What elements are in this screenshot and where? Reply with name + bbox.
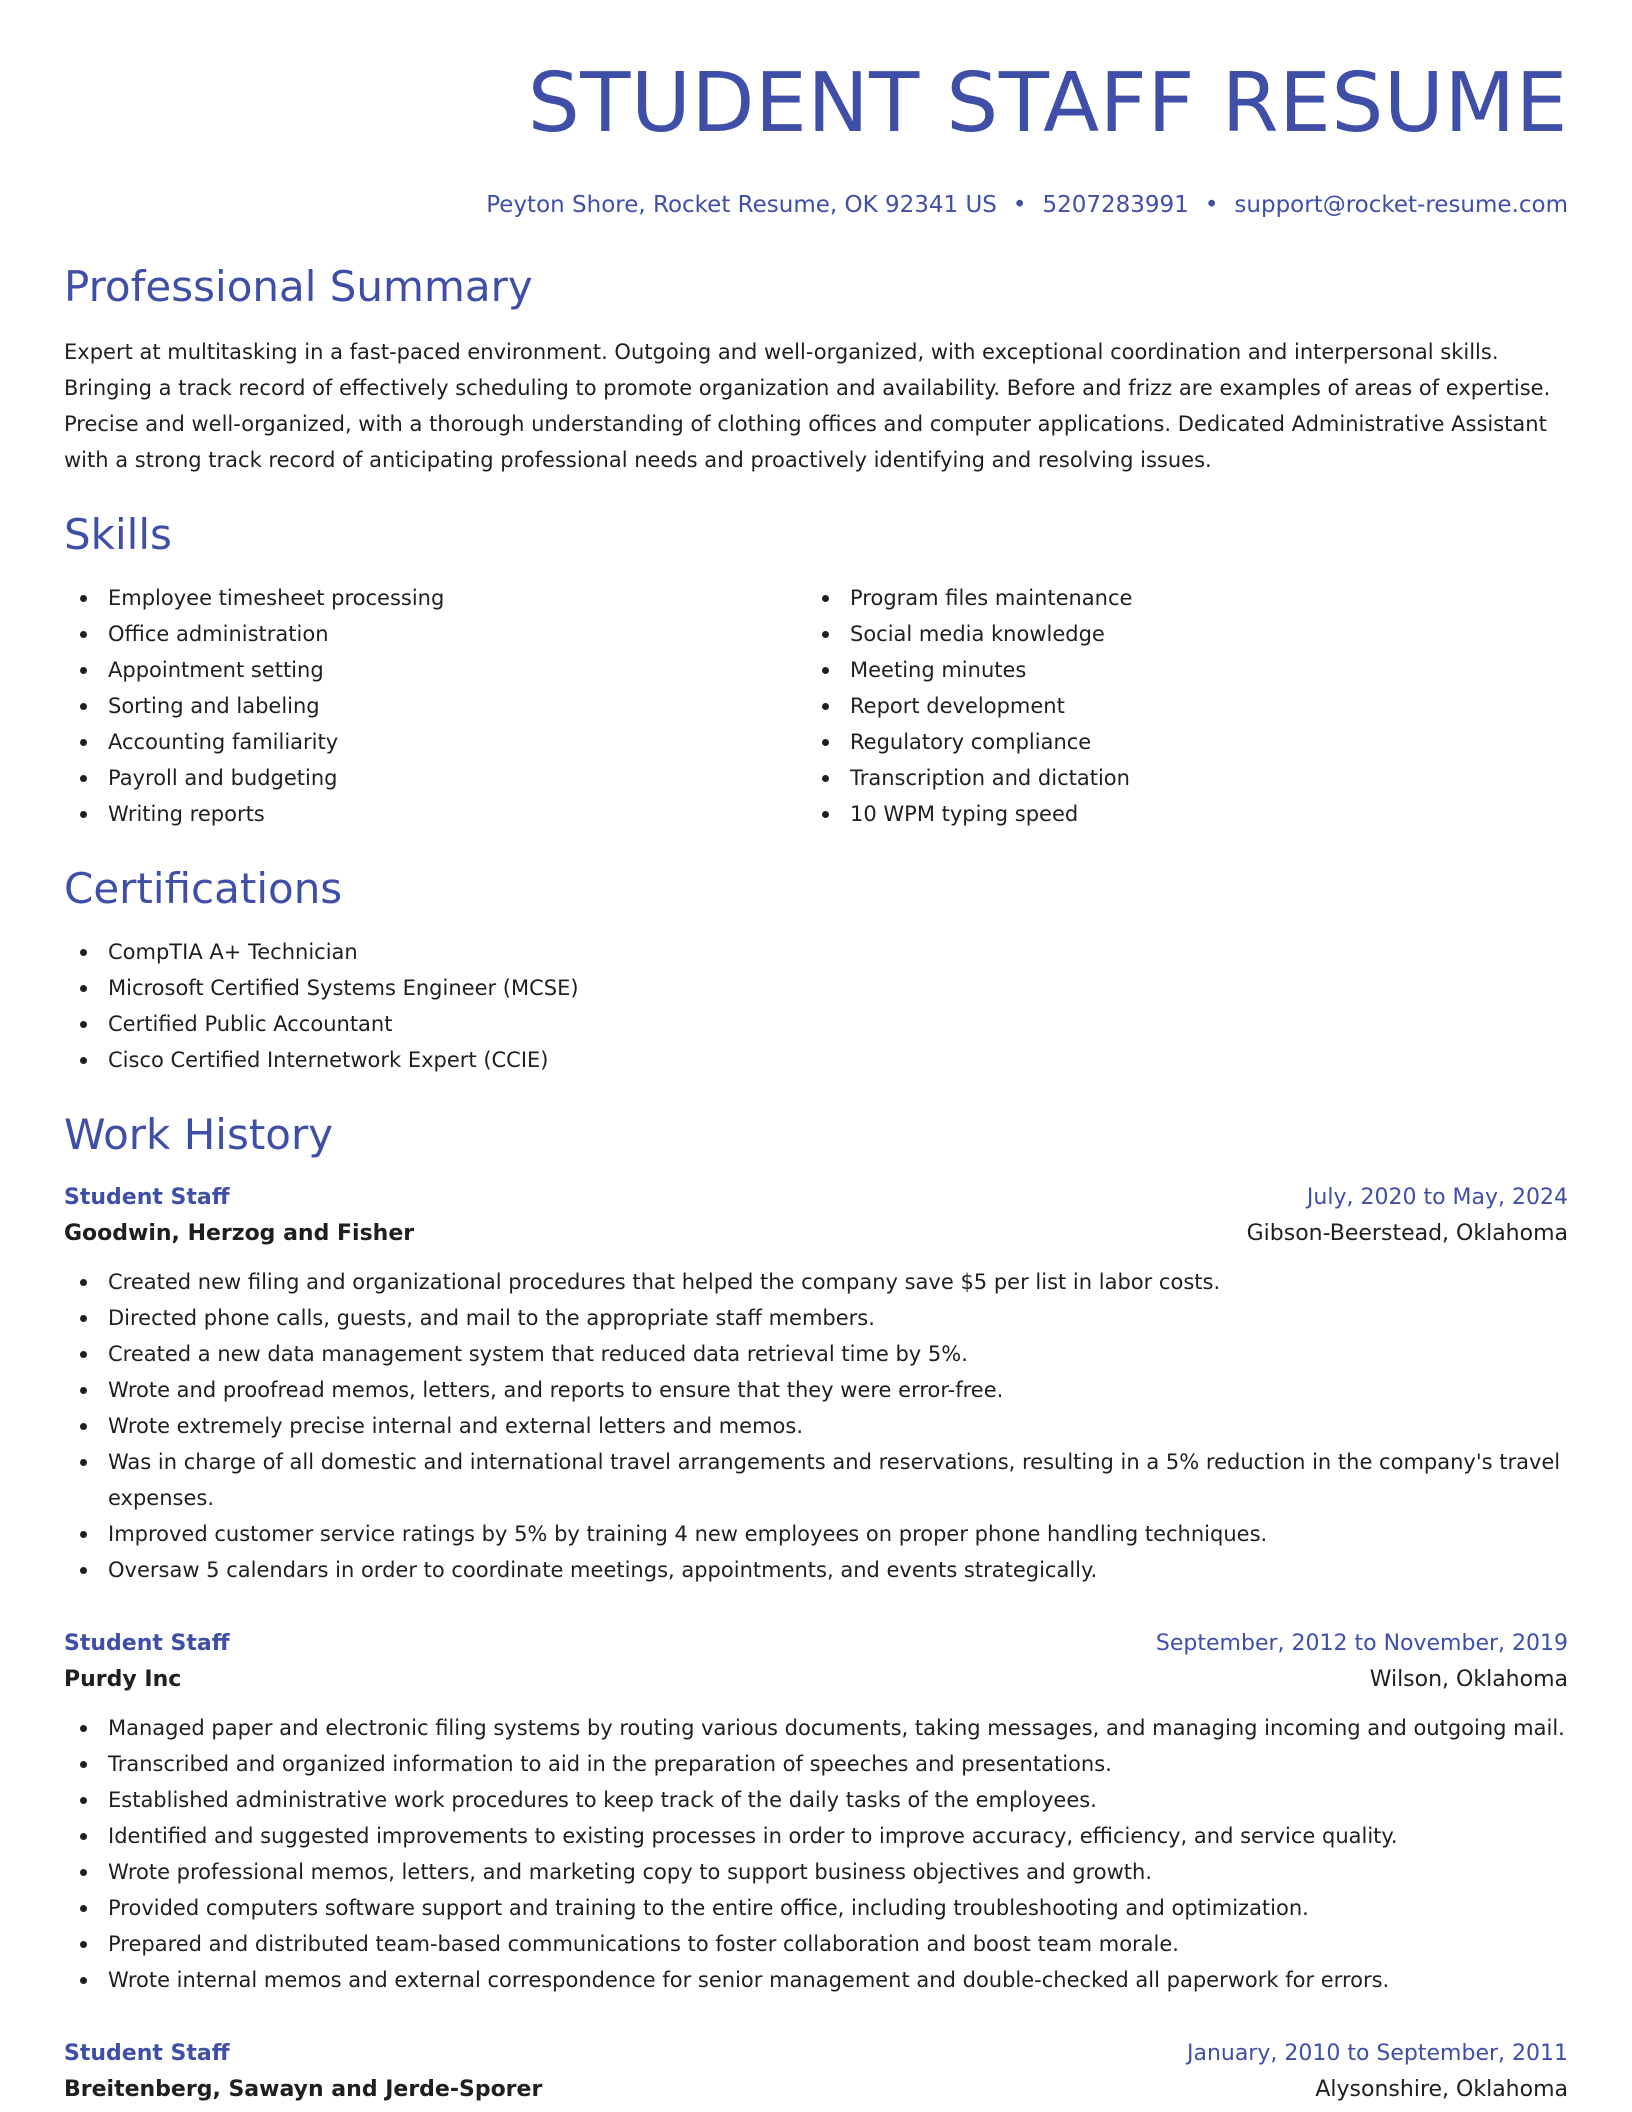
job-title-row (64, 1180, 1568, 1216)
skills-column-left (64, 580, 806, 832)
job-entry (64, 1180, 1568, 1588)
job-company: Purdy Inc (64, 1667, 182, 1692)
list-item: Wrote extremely precise internal and external letters and memos. (64, 1408, 1568, 1444)
job-title-row (64, 2036, 1568, 2072)
list-item: Improved customer service ratings by 5% by training 4 new employees on proper phone handling techniques. (64, 1516, 1568, 1552)
job-dates: September, 2012 to November, 2019 (1155, 1631, 1568, 1656)
list-item: Program files maintenance (806, 580, 1548, 616)
list-item: Payroll and budgeting (64, 760, 806, 796)
job-title: Student Staff (64, 1185, 230, 1210)
resume-title: STUDENT STAFF RESUME (527, 56, 1568, 151)
skills-heading: Skills (64, 510, 172, 559)
list-item: Sorting and labeling (64, 688, 806, 724)
list-item: Regulatory compliance (806, 724, 1548, 760)
list-item: Office administration (64, 616, 806, 652)
list-item: 10 WPM typing speed (806, 796, 1548, 832)
list-item: Wrote internal memos and external correspondence for senior management and double-checked all paperwork for errors. (64, 1962, 1568, 1998)
list-item: Wrote and proofread memos, letters, and reports to ensure that they were error-free. (64, 1372, 1568, 1408)
job-dates: January, 2010 to September, 2011 (1186, 2041, 1568, 2066)
list-item: Directed phone calls, guests, and mail to the appropriate staff members. (64, 1300, 1568, 1336)
list-item: Established administrative work procedures to keep track of the daily tasks of the employees. (64, 1782, 1568, 1818)
list-item: Employee timesheet processing (64, 580, 806, 616)
list-item: Wrote professional memos, letters, and marketing copy to support business objectives and growth. (64, 1854, 1568, 1890)
job-title-row (64, 1626, 1568, 1662)
list-item: Accounting familiarity (64, 724, 806, 760)
list-item: Provided computers software support and training to the entire office, including troubleshooting and optimization. (64, 1890, 1568, 1926)
work-history-list (64, 1180, 1568, 2108)
contact-separator: • (1012, 192, 1027, 218)
list-item: Created a new data management system that reduced data retrieval time by 5%. (64, 1336, 1568, 1372)
job-dates: July, 2020 to May, 2024 (1306, 1185, 1568, 1210)
contact-line (64, 190, 1568, 220)
list-item: Was in charge of all domestic and international travel arrangements and reservations, resulting in a 5% reduction in the company's travel expenses. (64, 1444, 1568, 1516)
list-item: Created new filing and organizational procedures that helped the company save $5 per list in labor costs. (64, 1264, 1568, 1300)
job-location: Gibson-Beerstead, Oklahoma (1246, 1221, 1568, 1246)
job-location: Wilson, Oklahoma (1369, 1667, 1568, 1692)
list-item: Writing reports (64, 796, 806, 832)
job-location: Alysonshire, Oklahoma (1315, 2077, 1568, 2102)
job-company-row (64, 1662, 1568, 1698)
job-bullets (64, 1264, 1568, 1588)
list-item: Transcription and dictation (806, 760, 1548, 796)
contact-separator: • (1204, 192, 1219, 218)
list-item: Certified Public Accountant (64, 1006, 1568, 1042)
list-item: Microsoft Certified Systems Engineer (MCSE) (64, 970, 1568, 1006)
list-item: Report development (806, 688, 1548, 724)
work-history-heading: Work History (64, 1110, 334, 1159)
job-bullets (64, 1710, 1568, 1998)
certifications-list (64, 934, 1568, 1078)
certifications-heading: Certifications (64, 864, 343, 913)
list-item: Identified and suggested improvements to existing processes in order to improve accuracy, efficiency, and service quality. (64, 1818, 1568, 1854)
list-item: Appointment setting (64, 652, 806, 688)
job-company-row (64, 1216, 1568, 1252)
job-entry (64, 1626, 1568, 1998)
list-item: Transcribed and organized information to aid in the preparation of speeches and presentations. (64, 1746, 1568, 1782)
job-title: Student Staff (64, 2041, 230, 2066)
job-title: Student Staff (64, 1631, 230, 1656)
skills-grid (64, 580, 1568, 832)
summary-text: Expert at multitasking in a fast-paced environment. Outgoing and well-organized, with exceptional coordination and interpersonal skills. Bringing a track record of effectively scheduling to promote organization and availability. Before and frizz are examples of areas of expertise. Precise and well-organized, with a thorough understanding of clothing offices and computer applications. Dedicated Administrative Assistant with a strong track record of anticipating professional needs and proactively identifying and resolving issues. (64, 340, 1551, 472)
job-company: Goodwin, Herzog and Fisher (64, 1221, 415, 1246)
list-item: CompTIA A+ Technician (64, 934, 1568, 970)
contact-address: Peyton Shore, Rocket Resume, OK 92341 US (486, 192, 997, 218)
skills-column-right (806, 580, 1548, 832)
job-company-row (64, 2072, 1568, 2108)
list-item: Social media knowledge (806, 616, 1548, 652)
skills-list-right (806, 580, 1548, 832)
job-entry (64, 2036, 1568, 2108)
job-company: Breitenberg, Sawayn and Jerde-Sporer (64, 2077, 543, 2102)
summary-heading: Professional Summary (64, 262, 533, 311)
list-item: Cisco Certified Internetwork Expert (CCIE) (64, 1042, 1568, 1078)
list-item: Oversaw 5 calendars in order to coordinate meetings, appointments, and events strategically. (64, 1552, 1568, 1588)
list-item: Managed paper and electronic filing systems by routing various documents, taking messages, and managing incoming and outgoing mail. (64, 1710, 1568, 1746)
contact-phone: 5207283991 (1042, 192, 1189, 218)
skills-list-left (64, 580, 806, 832)
contact-email: support@rocket-resume.com (1234, 192, 1568, 218)
list-item: Prepared and distributed team-based communications to foster collaboration and boost team morale. (64, 1926, 1568, 1962)
list-item: Meeting minutes (806, 652, 1548, 688)
